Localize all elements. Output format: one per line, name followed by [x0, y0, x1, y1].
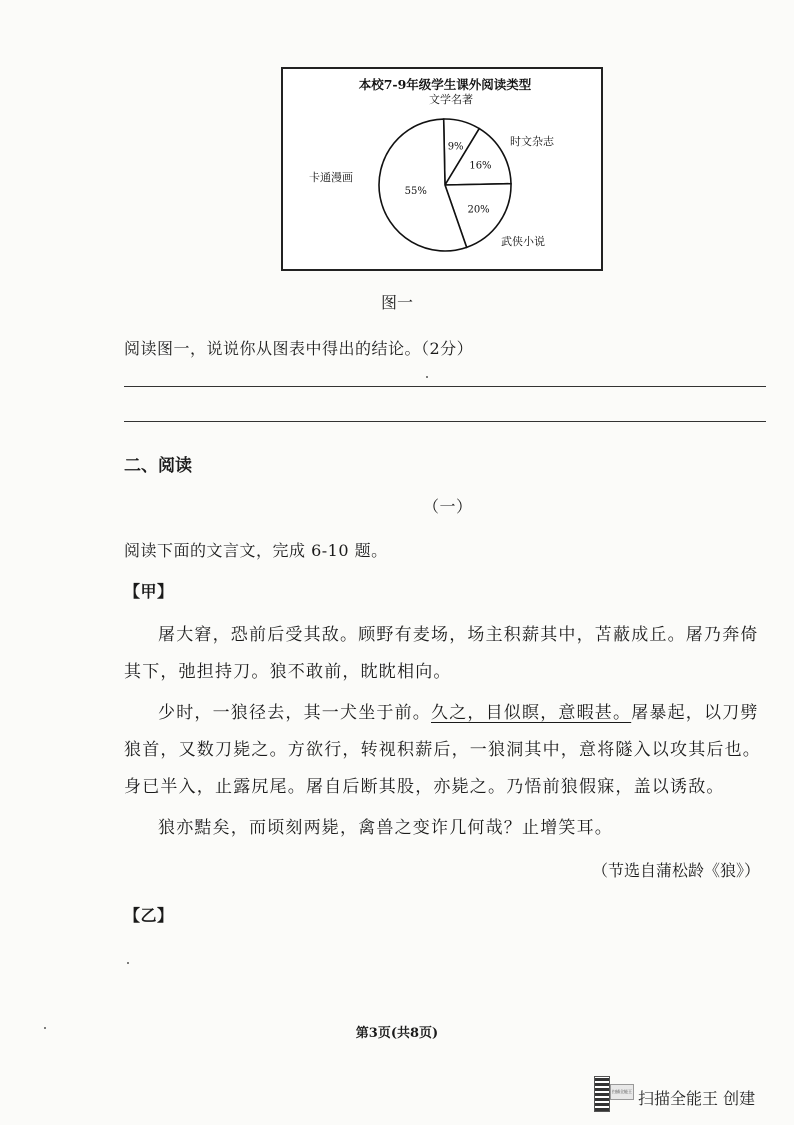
pie-category-label-1: 文学名著 [429, 93, 473, 106]
page-footer: 第3页(共8页) [355, 1026, 439, 1041]
chart-title: 本校7-9年级学生课外阅读类型 [358, 77, 532, 92]
passage-a-paragraph-1: 屠大窘，恐前后受其敌。顾野有麦场，场主积薪其中，苫蔽成丘。屠乃奔倚其下，弛担持刀。狼不敢前，眈眈相向。 [124, 625, 759, 682]
p2-text-after: 屠暴起，以刀劈狼首，又数刀毙之。方欲行，转视积薪后，一狼洞其中，意将隧入以攻其后也。身已半入，止露尻尾。屠自后断其股，亦毙之。乃悟前狼假寐，盖以诱敌。 [124, 703, 761, 797]
passage-a-paragraph-3: 狼亦黠矣，而顷刻两毙，禽兽之变诈几何哉？止增笑耳。 [158, 818, 613, 838]
passage-b-label: 【乙】 [124, 906, 174, 925]
pie-category-label-4: 卡通漫画 [309, 171, 353, 184]
part-title: （一） [423, 497, 473, 516]
watermark-text: 扫描全能王 创建 [638, 1089, 756, 1108]
pie-value-label-4: 55% [404, 186, 427, 198]
p2-text-before: 少时，一狼径去，其一犬坐于前。 [158, 703, 431, 723]
pie-category-label-3: 武侠小说 [501, 235, 545, 248]
pie-value-label-3: 20% [467, 204, 490, 216]
figure-caption: 图一 [380, 293, 413, 312]
pie-value-label-2: 16% [469, 160, 492, 172]
section-title: 二、阅读 [124, 456, 192, 476]
passage-a-paragraph-2 [124, 695, 770, 806]
app-logo: 扫描全能王 [610, 1084, 634, 1100]
pie-chart [281, 67, 603, 271]
pie-chart-svg [283, 69, 601, 269]
passage-a-label: 【甲】 [124, 582, 174, 601]
qr-code-icon [594, 1076, 610, 1112]
question-text: 阅读图一，说说你从图表中得出的结论。（2分） [124, 339, 474, 358]
pie-value-label-1: 9% [447, 141, 464, 153]
scan-speck [426, 376, 428, 378]
passage-source: （节选自蒲松龄《狼》） [591, 861, 760, 880]
scanner-watermark [594, 1076, 784, 1116]
answer-line-1[interactable] [124, 386, 766, 387]
p2-underlined-sentence: 久之，目似瞑，意暇甚。 [431, 703, 632, 723]
scan-speck [127, 962, 129, 964]
answer-line-2[interactable] [124, 421, 766, 422]
instruction: 阅读下面的文言文，完成 6-10 题。 [124, 541, 388, 560]
pie-category-label-2: 时文杂志 [510, 135, 554, 148]
